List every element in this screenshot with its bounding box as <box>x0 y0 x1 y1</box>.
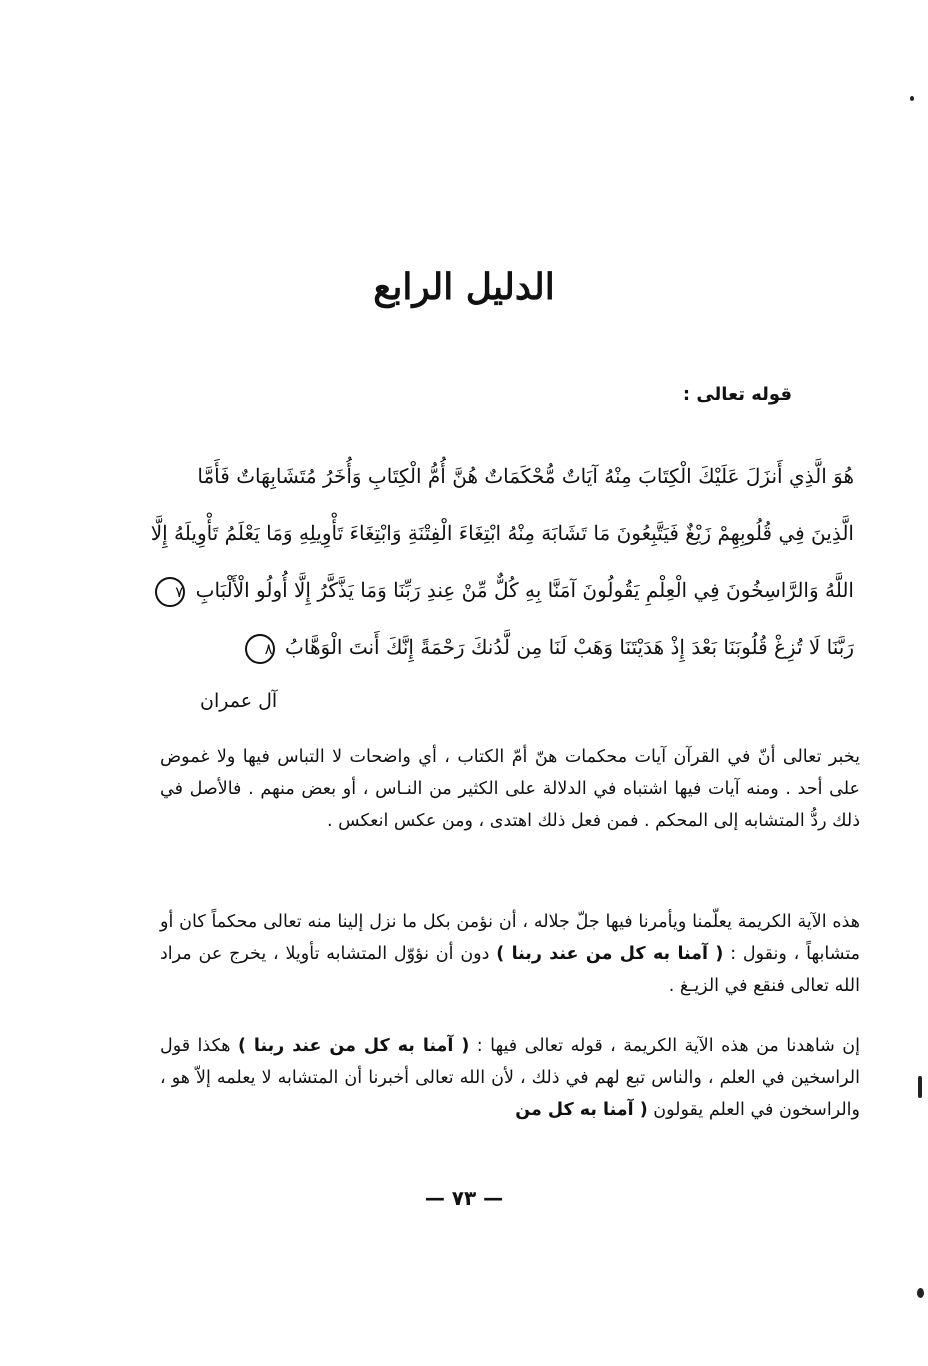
scan-speck <box>918 1076 922 1098</box>
quoted-phrase: ( آمنا به كل من عند ربنا ) <box>237 1036 470 1056</box>
paragraph-text: دون أن نؤوّل المتشابه تأويلا ، يخرج عن مراد الله تعالى فنقع في الزيـغ . <box>160 944 860 996</box>
commentary-paragraph: يخبر تعالى أنّ في القرآن آيات محكمات هنّ أمّ الكتاب ، أي واضحات لا التباس فيها ولا غموض على أحد . ومنه آيات فيها اشتباه في الدلالة على الكثير من النـاس ، أو بعض منهم . فالأصل في ذلك ردُّ المتشابه إلى المحكم . فمن فعل ذلك اهتدى ، ومن عكس انعكس . <box>160 747 860 831</box>
scan-speck <box>910 96 914 101</box>
intro-text: قوله تعالى : <box>682 384 792 405</box>
ayah-number-badge: ٧ <box>155 577 185 607</box>
paragraph-text: هذه الآية الكريمة يعلّمنا ويأمرنا فيها جلّ جلاله ، أن نؤمن بكل ما نزل إلينا منه تعالى محكماً كان أو متشابهاً ، ونقول : <box>160 912 861 964</box>
quran-verses <box>140 448 854 676</box>
commentary-paragraph <box>160 1030 860 1126</box>
verse-line: الَّذِينَ فِي قُلُوبِهِمْ زَيْغٌ فَيَتَّبِعُونَ مَا تَشَابَهَ مِنْهُ ابْتِغَاءَ الْفِتْنَةِ وَابْتِغَاءَ تَأْوِيلِهِ وَمَا يَعْلَمُ تَأْوِيلَهُ إِلَّا <box>150 521 854 545</box>
quoted-phrase: ( آمنا به كل من عند ربنا ) <box>496 944 724 964</box>
page-number: — ٧٣ — <box>424 1186 504 1210</box>
surah-reference: آل عمران <box>200 690 278 712</box>
paragraph-text: إن شاهدنا من هذه الآية الكريمة ، قوله تعالى فيها : <box>476 1036 860 1056</box>
verse-text: اللَّهُ وَالرَّاسِخُونَ فِي الْعِلْمِ يَقُولُونَ آمَنَّا بِهِ كُلٌّ مِّنْ عِندِ رَبِّنَا وَمَا يَذَّكَّرُ إِلَّا أُولُو الْأَلْبَابِ <box>195 578 854 602</box>
scan-speck <box>917 1288 924 1298</box>
quoted-phrase: ( آمنا به كل من <box>515 1100 648 1120</box>
verse-line: هُوَ الَّذِي أَنزَلَ عَلَيْكَ الْكِتَابَ مِنْهُ آيَاتٌ مُّحْكَمَاتٌ هُنَّ أُمُّ الْكِتَابِ وَأُخَرُ مُتَشَابِهَاتٌ فَأَمَّا <box>197 464 854 488</box>
paragraph-text: هكذا قول الراسخين في العلم ، والناس تبع لهم في ذلك ، لأن الله تعالى أخبرنا أن المتشابه لا يعلمه إلاّ هو ، والراسخون في العلم يقولون <box>160 1036 860 1120</box>
commentary-paragraph <box>160 906 860 1002</box>
ayah-number-badge: ٨ <box>245 634 275 664</box>
verse-line <box>140 619 854 676</box>
chapter-heading: الدليل الرابع <box>373 266 555 308</box>
verse-text: رَبَّنَا لَا تُزِغْ قُلُوبَنَا بَعْدَ إِذْ هَدَيْتَنَا وَهَبْ لَنَا مِن لَّدُنكَ رَحْمَةً إِنَّكَ أَنتَ الْوَهَّابُ <box>285 635 854 659</box>
verse-line <box>140 562 854 619</box>
